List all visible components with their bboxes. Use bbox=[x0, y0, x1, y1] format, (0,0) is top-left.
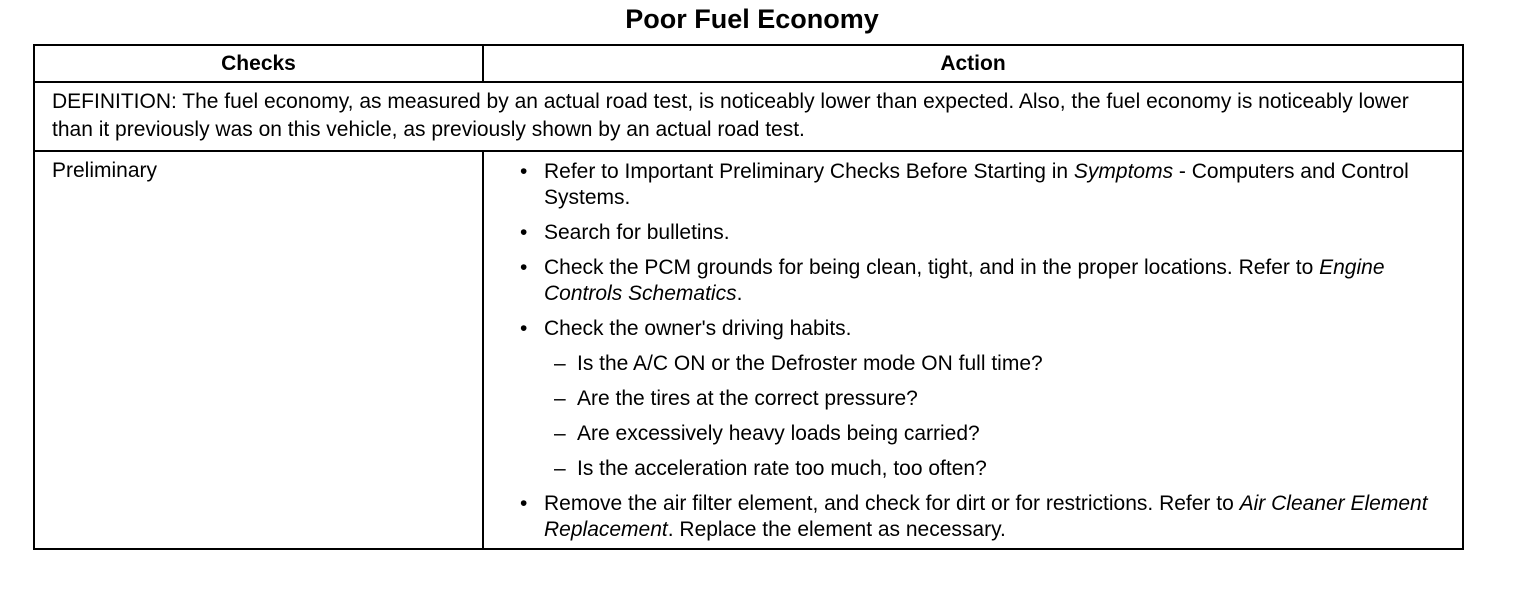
action-text: Remove the air filter element, and check for dirt or for restrictions. Refer to bbox=[544, 492, 1240, 515]
page-title: Poor Fuel Economy bbox=[625, 4, 879, 34]
action-reference: Air Cleaner Element Replacement bbox=[544, 492, 1428, 541]
action-item bbox=[484, 316, 1452, 482]
definition-text: DEFINITION: The fuel economy, as measured by an actual road test, is noticeably lower than expected. Also, the fuel economy is noticeably lower than it previously was on this vehicle, as previously shown by an actual road test. bbox=[34, 82, 1463, 151]
action-item bbox=[484, 220, 1452, 246]
sub-question-text: Are the tires at the correct pressure? bbox=[577, 387, 918, 410]
diagnostic-table bbox=[33, 44, 1464, 550]
action-reference: Engine Controls Schematics bbox=[544, 256, 1385, 305]
action-text: Search for bulletins. bbox=[544, 221, 730, 244]
sub-question-text: Are excessively heavy loads being carried? bbox=[577, 422, 980, 445]
sub-question bbox=[544, 421, 1452, 447]
sub-question bbox=[544, 386, 1452, 412]
action-item bbox=[484, 255, 1452, 307]
action-text: . Replace the element as necessary. bbox=[667, 518, 1006, 541]
action-item bbox=[484, 159, 1452, 211]
action-text: Refer to Important Preliminary Checks Before Starting in bbox=[544, 160, 1074, 183]
action-column-header: Action bbox=[483, 45, 1463, 82]
bullet-icon: • bbox=[520, 221, 528, 244]
action-item bbox=[484, 491, 1452, 543]
bullet-icon: • bbox=[520, 160, 528, 183]
dash-icon: – bbox=[554, 387, 566, 410]
dash-icon: – bbox=[554, 457, 566, 480]
sub-question bbox=[544, 351, 1452, 377]
dash-icon: – bbox=[554, 352, 566, 375]
bullet-icon: • bbox=[520, 256, 528, 279]
action-text: . bbox=[736, 282, 743, 305]
action-text: Check the owner's driving habits. bbox=[544, 317, 852, 340]
action-reference: Symptoms bbox=[1073, 160, 1174, 183]
action-cell bbox=[483, 151, 1463, 549]
sub-question-text: Is the acceleration rate too much, too often? bbox=[577, 457, 987, 480]
checks-column-header: Checks bbox=[34, 45, 483, 82]
definition-row bbox=[34, 82, 1463, 151]
bullet-icon: • bbox=[520, 492, 528, 515]
dash-icon: – bbox=[554, 422, 566, 445]
action-list bbox=[484, 159, 1452, 543]
bullet-icon: • bbox=[520, 317, 528, 340]
sub-question bbox=[544, 456, 1452, 482]
header-row bbox=[34, 45, 1463, 82]
action-text: Check the PCM grounds for being clean, tight, and in the proper locations. Refer to bbox=[544, 256, 1320, 279]
table-row bbox=[34, 151, 1463, 549]
sub-question-list bbox=[544, 351, 1452, 482]
action-text: - Computers and Control Systems. bbox=[544, 160, 1409, 209]
check-cell: Preliminary bbox=[34, 151, 483, 549]
sub-question-text: Is the A/C ON or the Defroster mode ON full time? bbox=[577, 352, 1043, 375]
